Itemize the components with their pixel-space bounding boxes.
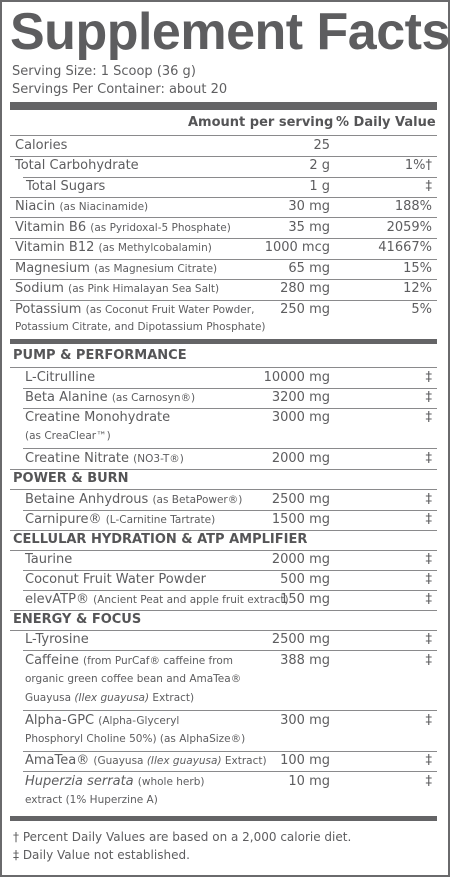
- ingredient-dv: ‡: [425, 451, 432, 466]
- ingredient-name: Caffeine (from PurCaf® caffeine from: [25, 653, 233, 668]
- ingredient-dv: ‡: [425, 492, 432, 507]
- nutrient-dv: 2059%: [386, 220, 432, 235]
- ingredient-amount: 150 mg: [280, 592, 330, 607]
- nutrient-name: Total Carbohydrate: [15, 158, 139, 173]
- divider: [23, 570, 437, 571]
- section-title: PUMP & PERFORMANCE: [13, 348, 187, 363]
- ingredient-name: AmaTea® (Guayusa (Ilex guayusa) Extract): [25, 753, 267, 768]
- divider: [10, 197, 437, 198]
- divider: [23, 650, 437, 651]
- nutrient-amount: 2 g: [309, 158, 330, 173]
- nutrient-name: Sodium (as Pink Himalayan Sea Salt): [15, 281, 220, 296]
- nutrient-amount: 65 mg: [288, 261, 330, 276]
- divider: [10, 300, 437, 301]
- ingredient-dv: ‡: [425, 552, 432, 567]
- nutrient-dv: 5%: [411, 302, 432, 317]
- ingredient-amount: 2500 mg: [271, 492, 330, 507]
- nutrient-dv: 41667%: [378, 240, 432, 255]
- divider: [10, 259, 437, 260]
- divider: [10, 279, 437, 280]
- ingredient-amount: 2500 mg: [271, 632, 330, 647]
- ingredient-dv: ‡: [425, 370, 432, 385]
- footnote: † Percent Daily Values are based on a 2,000 calorie diet.: [13, 830, 352, 844]
- nutrient-amount: 1000 mcg: [264, 240, 330, 255]
- nutrient-amount: 1 g: [309, 179, 330, 194]
- ingredient-dv: ‡: [425, 632, 432, 647]
- nutrient-dv: 1%†: [404, 158, 432, 173]
- amount-header: Amount per serving: [188, 115, 334, 130]
- ingredient-dv: ‡: [425, 592, 432, 607]
- divider-thick: [10, 816, 437, 821]
- nutrient-dv: 12%: [403, 281, 432, 296]
- ingredient-name: Carnipure® (L-Carnitine Tartrate): [25, 512, 216, 527]
- ingredient-amount: 2000 mg: [271, 451, 330, 466]
- nutrient-name: Total Sugars: [26, 179, 106, 194]
- divider: [23, 177, 437, 178]
- nutrient-amount: 25: [313, 138, 330, 153]
- ingredient-detail: Guayusa (Ilex guayusa) Extract): [25, 692, 195, 704]
- ingredient-name: L-Citrulline: [25, 370, 96, 385]
- nutrient-name: Niacin (as Niacinamide): [15, 199, 149, 214]
- footnote: ‡ Daily Value not established.: [13, 848, 190, 862]
- ingredient-dv: ‡: [425, 713, 432, 728]
- divider: [10, 367, 437, 368]
- nutrient-dv: 188%: [394, 199, 432, 214]
- nutrient-amount: 30 mg: [288, 199, 330, 214]
- serving-size: Serving Size: 1 Scoop (36 g): [12, 64, 196, 79]
- section-title: POWER & BURN: [13, 471, 129, 486]
- ingredient-amount: 500 mg: [280, 572, 330, 587]
- divider-thick: [10, 339, 437, 344]
- ingredient-amount: 300 mg: [280, 713, 330, 728]
- divider: [10, 469, 437, 470]
- ingredient-name: Betaine Anhydrous (as BetaPower®): [25, 492, 243, 507]
- ingredient-amount: 10 mg: [288, 774, 330, 789]
- nutrient-amount: 250 mg: [280, 302, 330, 317]
- divider: [23, 448, 437, 449]
- ingredient-dv: ‡: [425, 410, 432, 425]
- ingredient-amount: 2000 mg: [271, 552, 330, 567]
- nutrient-dv: ‡: [425, 179, 432, 194]
- section-title: CELLULAR HYDRATION & ATP AMPLIFIER: [13, 532, 308, 547]
- divider: [23, 751, 437, 752]
- divider: [10, 489, 437, 490]
- divider-thick: [10, 102, 437, 110]
- ingredient-name: Creatine Nitrate (NO3-T®): [25, 451, 184, 466]
- nutrient-dv: 15%: [403, 261, 432, 276]
- ingredient-detail: extract (1% Huperzine A): [25, 794, 158, 806]
- ingredient-name: Alpha-GPC (Alpha-Glyceryl: [25, 713, 180, 728]
- divider: [10, 217, 437, 218]
- dv-header: % Daily Value: [336, 115, 436, 130]
- ingredient-name: Huperzia serrata (whole herb): [25, 774, 205, 789]
- nutrient-name: Vitamin B12 (as Methylcobalamin): [15, 240, 212, 255]
- nutrient-amount: 35 mg: [288, 220, 330, 235]
- ingredient-detail: organic green coffee bean and AmaTea®: [25, 673, 242, 685]
- ingredient-amount: 3200 mg: [271, 390, 330, 405]
- divider: [10, 630, 437, 631]
- ingredient-amount: 10000 mg: [263, 370, 330, 385]
- nutrient-detail: Potassium Citrate, and Dipotassium Phosphate): [15, 321, 266, 333]
- divider: [23, 388, 437, 389]
- divider: [10, 550, 437, 551]
- nutrient-name: Magnesium (as Magnesium Citrate): [15, 261, 218, 276]
- ingredient-dv: ‡: [425, 512, 432, 527]
- ingredient-dv: ‡: [425, 774, 432, 789]
- ingredient-detail: (as CreaClear™): [25, 430, 111, 442]
- ingredient-name: Beta Alanine (as Carnosyn®): [25, 390, 196, 405]
- ingredient-amount: 3000 mg: [271, 410, 330, 425]
- ingredient-dv: ‡: [425, 390, 432, 405]
- divider: [10, 135, 437, 136]
- ingredient-name: Creatine Monohydrate: [25, 410, 171, 425]
- ingredient-dv: ‡: [425, 753, 432, 768]
- divider: [10, 156, 437, 157]
- nutrient-amount: 280 mg: [280, 281, 330, 296]
- panel-title: Supplement Facts: [10, 3, 450, 61]
- divider: [23, 771, 437, 772]
- ingredient-amount: 1500 mg: [271, 512, 330, 527]
- divider: [10, 238, 437, 239]
- nutrient-name: Calories: [15, 138, 68, 153]
- divider: [23, 710, 437, 711]
- ingredient-name: Taurine: [25, 552, 73, 567]
- ingredient-amount: 100 mg: [280, 753, 330, 768]
- ingredient-name: L-Tyrosine: [25, 632, 89, 647]
- ingredient-amount: 388 mg: [280, 653, 330, 668]
- ingredient-detail: Phosphoryl Choline 50%) (as AlphaSize®): [25, 733, 246, 745]
- ingredient-name: elevATP® (Ancient Peat and apple fruit extract): [25, 592, 289, 607]
- ingredient-dv: ‡: [425, 572, 432, 587]
- divider: [10, 610, 437, 611]
- servings-per-container: Servings Per Container: about 20: [12, 82, 228, 97]
- nutrient-name: Potassium (as Coconut Fruit Water Powder,: [15, 302, 255, 317]
- ingredient-name: Coconut Fruit Water Powder: [25, 572, 206, 587]
- divider: [23, 510, 437, 511]
- divider: [23, 590, 437, 591]
- section-title: ENERGY & FOCUS: [13, 612, 142, 627]
- divider: [10, 530, 437, 531]
- ingredient-dv: ‡: [425, 653, 432, 668]
- nutrient-name: Vitamin B6 (as Pyridoxal-5 Phosphate): [15, 220, 231, 235]
- divider: [23, 408, 437, 409]
